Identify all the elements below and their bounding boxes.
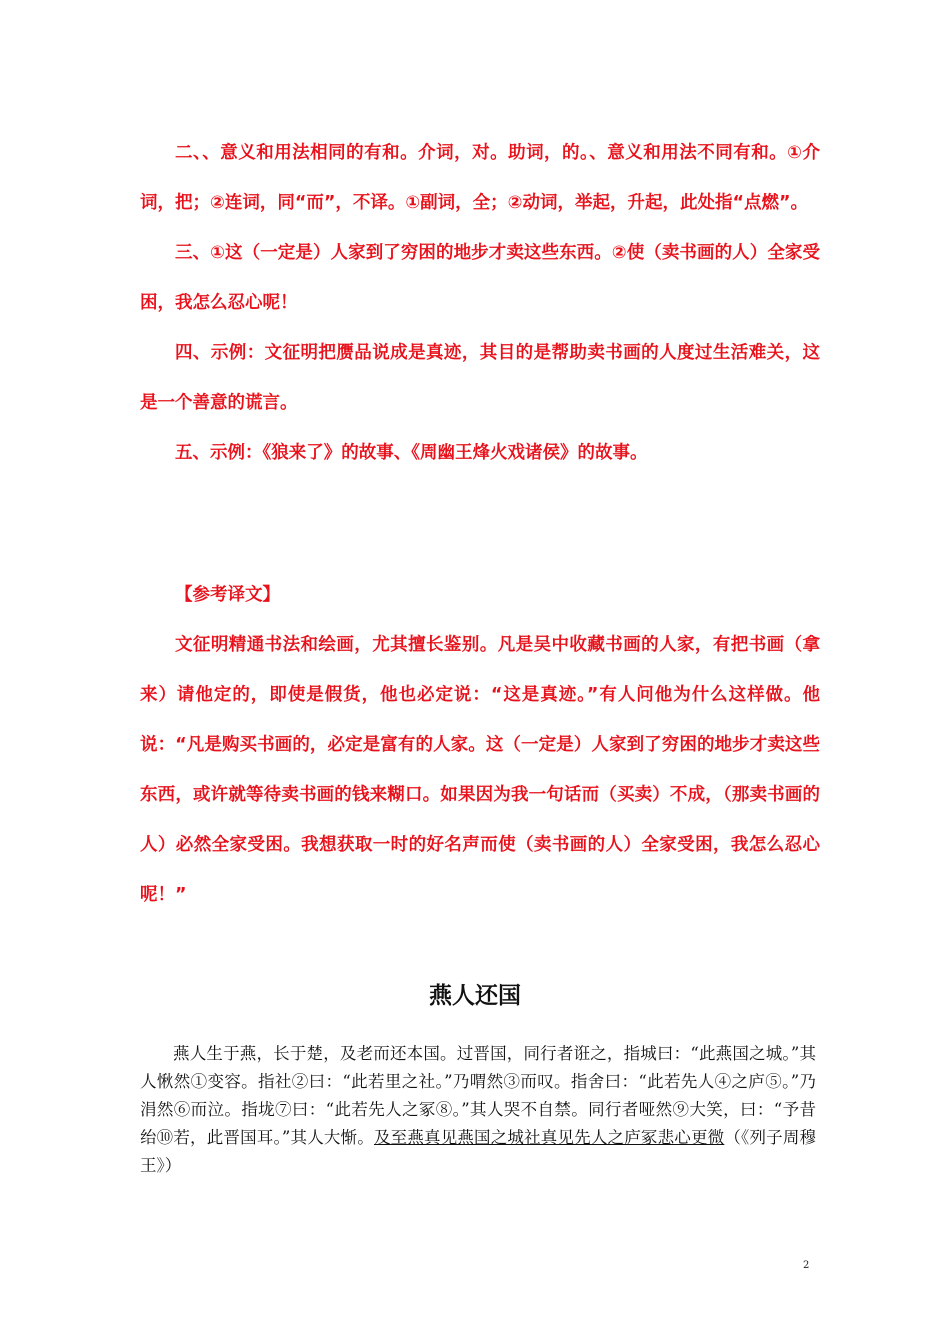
page-number: 2 — [803, 1260, 810, 1271]
answer-four: 四、示例：文征明把赝品说成是真迹，其目的是帮助卖书画的人度过生活难关，这是一个善意的谎言。 — [140, 343, 820, 413]
story-title: 燕人还国 — [429, 982, 521, 1009]
underlined-sentence: 及至燕真见燕国之城社真见先人之庐冢悲心更微 — [373, 1128, 725, 1147]
story-text: 燕人生于燕，长于楚，及老而还本国。过晋国，同行者诳之，指城曰：“此燕国之城。”其人愀然①变容。指社②曰：“此若里之社。”乃喟然③而叹。指舍曰：“此若先人④之庐⑤。”乃涓然⑥而泣。指垅⑦曰：“此若先人之冢⑧。”其人哭不自禁。同行者哑然⑨大笑，曰：“予昔绐⑩若，此晋国耳。”其人大惭。 — [140, 1044, 816, 1147]
reference-translation-heading: 【参考译文】 — [175, 585, 280, 605]
answer-section — [140, 128, 820, 478]
story-source: （《列子周穆王》） — [140, 1128, 817, 1175]
answer-two: 二、、意义和用法相同的有和。介词，对。助词，的。、意义和用法不同有和。①介词，把；②连词，同“而”，不译。①副词，全；②动词，举起，升起，此处指“点燃”。 — [140, 143, 820, 213]
story-body — [140, 1040, 816, 1180]
answer-five: 五、示例：《狼来了》的故事、《周幽王烽火戏诸侯》的故事。 — [175, 443, 648, 463]
answer-three: 三、①这（一定是）人家到了穷困的地步才卖这些东西。②使（卖书画的人）全家受困，我怎么忍心呢！ — [140, 243, 820, 313]
reference-translation-text: 文征明精通书法和绘画，尤其擅长鉴别。凡是吴中收藏书画的人家，有把书画（拿来）请他定的，即使是假货，他也必定说：“这是真迹。”有人问他为什么这样做。他说：“凡是购买书画的，必定是富有的人家。这（一定是）人家到了穷困的地步才卖这些东西，或许就等待卖书画的钱来糊口。如果因为我一句话而（买卖）不成，（那卖书画的人）必然全家受困。我想获取一时的好名声而使（卖书画的人）全家受困，我怎么忍心呢！” — [140, 635, 820, 905]
